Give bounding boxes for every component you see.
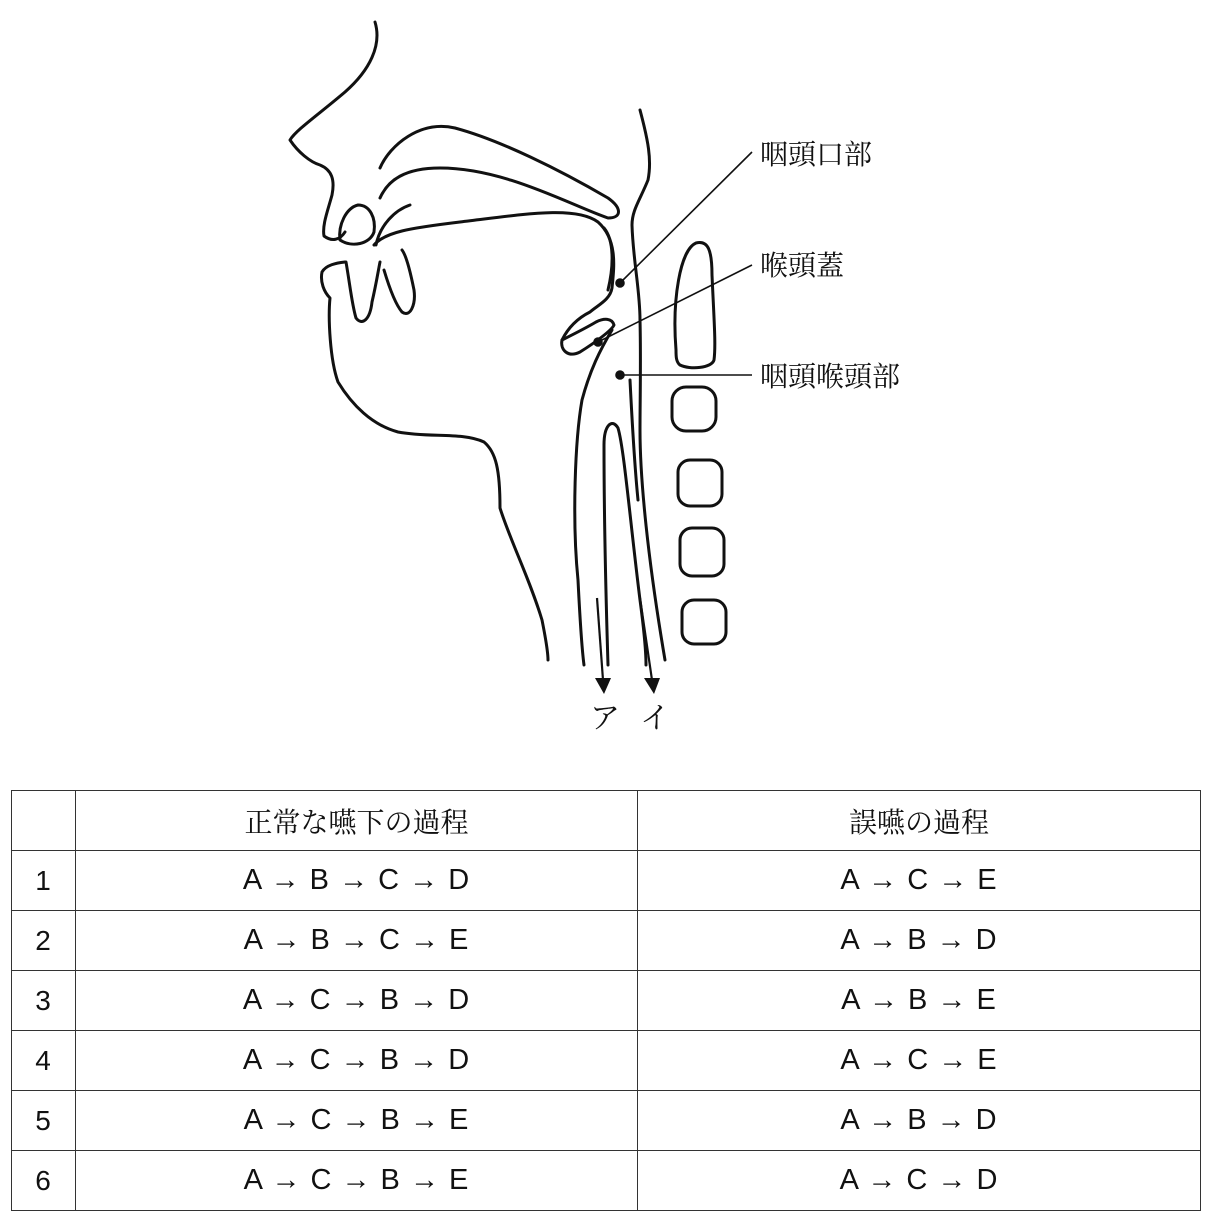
trachea-inner — [604, 445, 608, 665]
face-profile-lower — [321, 262, 548, 660]
table-row — [12, 851, 1201, 911]
label-epiglottis: 喉頭蓋 — [760, 249, 845, 282]
label-laryngopharynx: 咽頭喉頭部 — [760, 360, 901, 393]
aspiration-sequence: A → B → E — [638, 971, 1201, 1031]
table-row — [12, 971, 1201, 1031]
vertebra-4 — [680, 528, 724, 576]
aspiration-sequence: A → C → E — [638, 1031, 1201, 1091]
table-row — [12, 1031, 1201, 1091]
normal-sequence: A → C → B → D — [76, 1031, 638, 1091]
arrow-a-shaft — [597, 598, 603, 680]
row-number: 4 — [12, 1031, 76, 1091]
vertebra-1 — [675, 242, 715, 367]
arrow-b-head — [644, 678, 660, 694]
row-number: 6 — [12, 1151, 76, 1211]
normal-sequence: A → C → B → E — [76, 1151, 638, 1211]
dot-laryngopharynx — [616, 371, 624, 379]
normal-sequence: A → B → C → D — [76, 851, 638, 911]
dot-epiglottis — [594, 338, 602, 346]
arrow-a-head — [595, 678, 611, 694]
row-number: 5 — [12, 1091, 76, 1151]
answer-table — [11, 790, 1201, 1211]
vertebra-5 — [682, 600, 726, 644]
lower-teeth-2 — [384, 250, 414, 313]
header-normal-swallowing: 正常な嚥下の過程 — [76, 791, 638, 851]
arrow-b-shaft — [640, 598, 652, 680]
epiglottis-shape — [562, 319, 614, 354]
aspiration-sequence: A → C → E — [638, 851, 1201, 911]
table-row — [12, 911, 1201, 971]
table-row — [12, 1151, 1201, 1211]
header-number — [12, 791, 76, 851]
header-aspiration: 誤嚥の過程 — [638, 791, 1201, 851]
label-arrow-b: イ — [640, 701, 670, 736]
aspiration-sequence: A → C → D — [638, 1151, 1201, 1211]
table-header-row — [12, 791, 1201, 851]
row-number: 1 — [12, 851, 76, 911]
upper-teeth — [340, 205, 375, 244]
vertebra-2 — [672, 387, 716, 431]
normal-sequence: A → C → B → E — [76, 1091, 638, 1151]
row-number: 3 — [12, 971, 76, 1031]
soft-palate — [604, 228, 612, 290]
row-number: 2 — [12, 911, 76, 971]
normal-sequence: A → B → C → E — [76, 911, 638, 971]
table-row — [12, 1091, 1201, 1151]
lower-teeth — [346, 262, 380, 321]
label-arrow-a: ア — [590, 701, 620, 736]
aspiration-sequence: A → B → D — [638, 911, 1201, 971]
leader-oropharynx — [620, 152, 752, 283]
hard-palate — [380, 126, 619, 218]
label-oropharynx: 咽頭口部 — [760, 138, 873, 171]
normal-sequence: A → C → B → D — [76, 971, 638, 1031]
esophagus-line — [630, 380, 638, 500]
aspiration-sequence: A → B → D — [638, 1091, 1201, 1151]
dot-oropharynx — [616, 279, 624, 287]
vertebra-3 — [678, 460, 722, 506]
